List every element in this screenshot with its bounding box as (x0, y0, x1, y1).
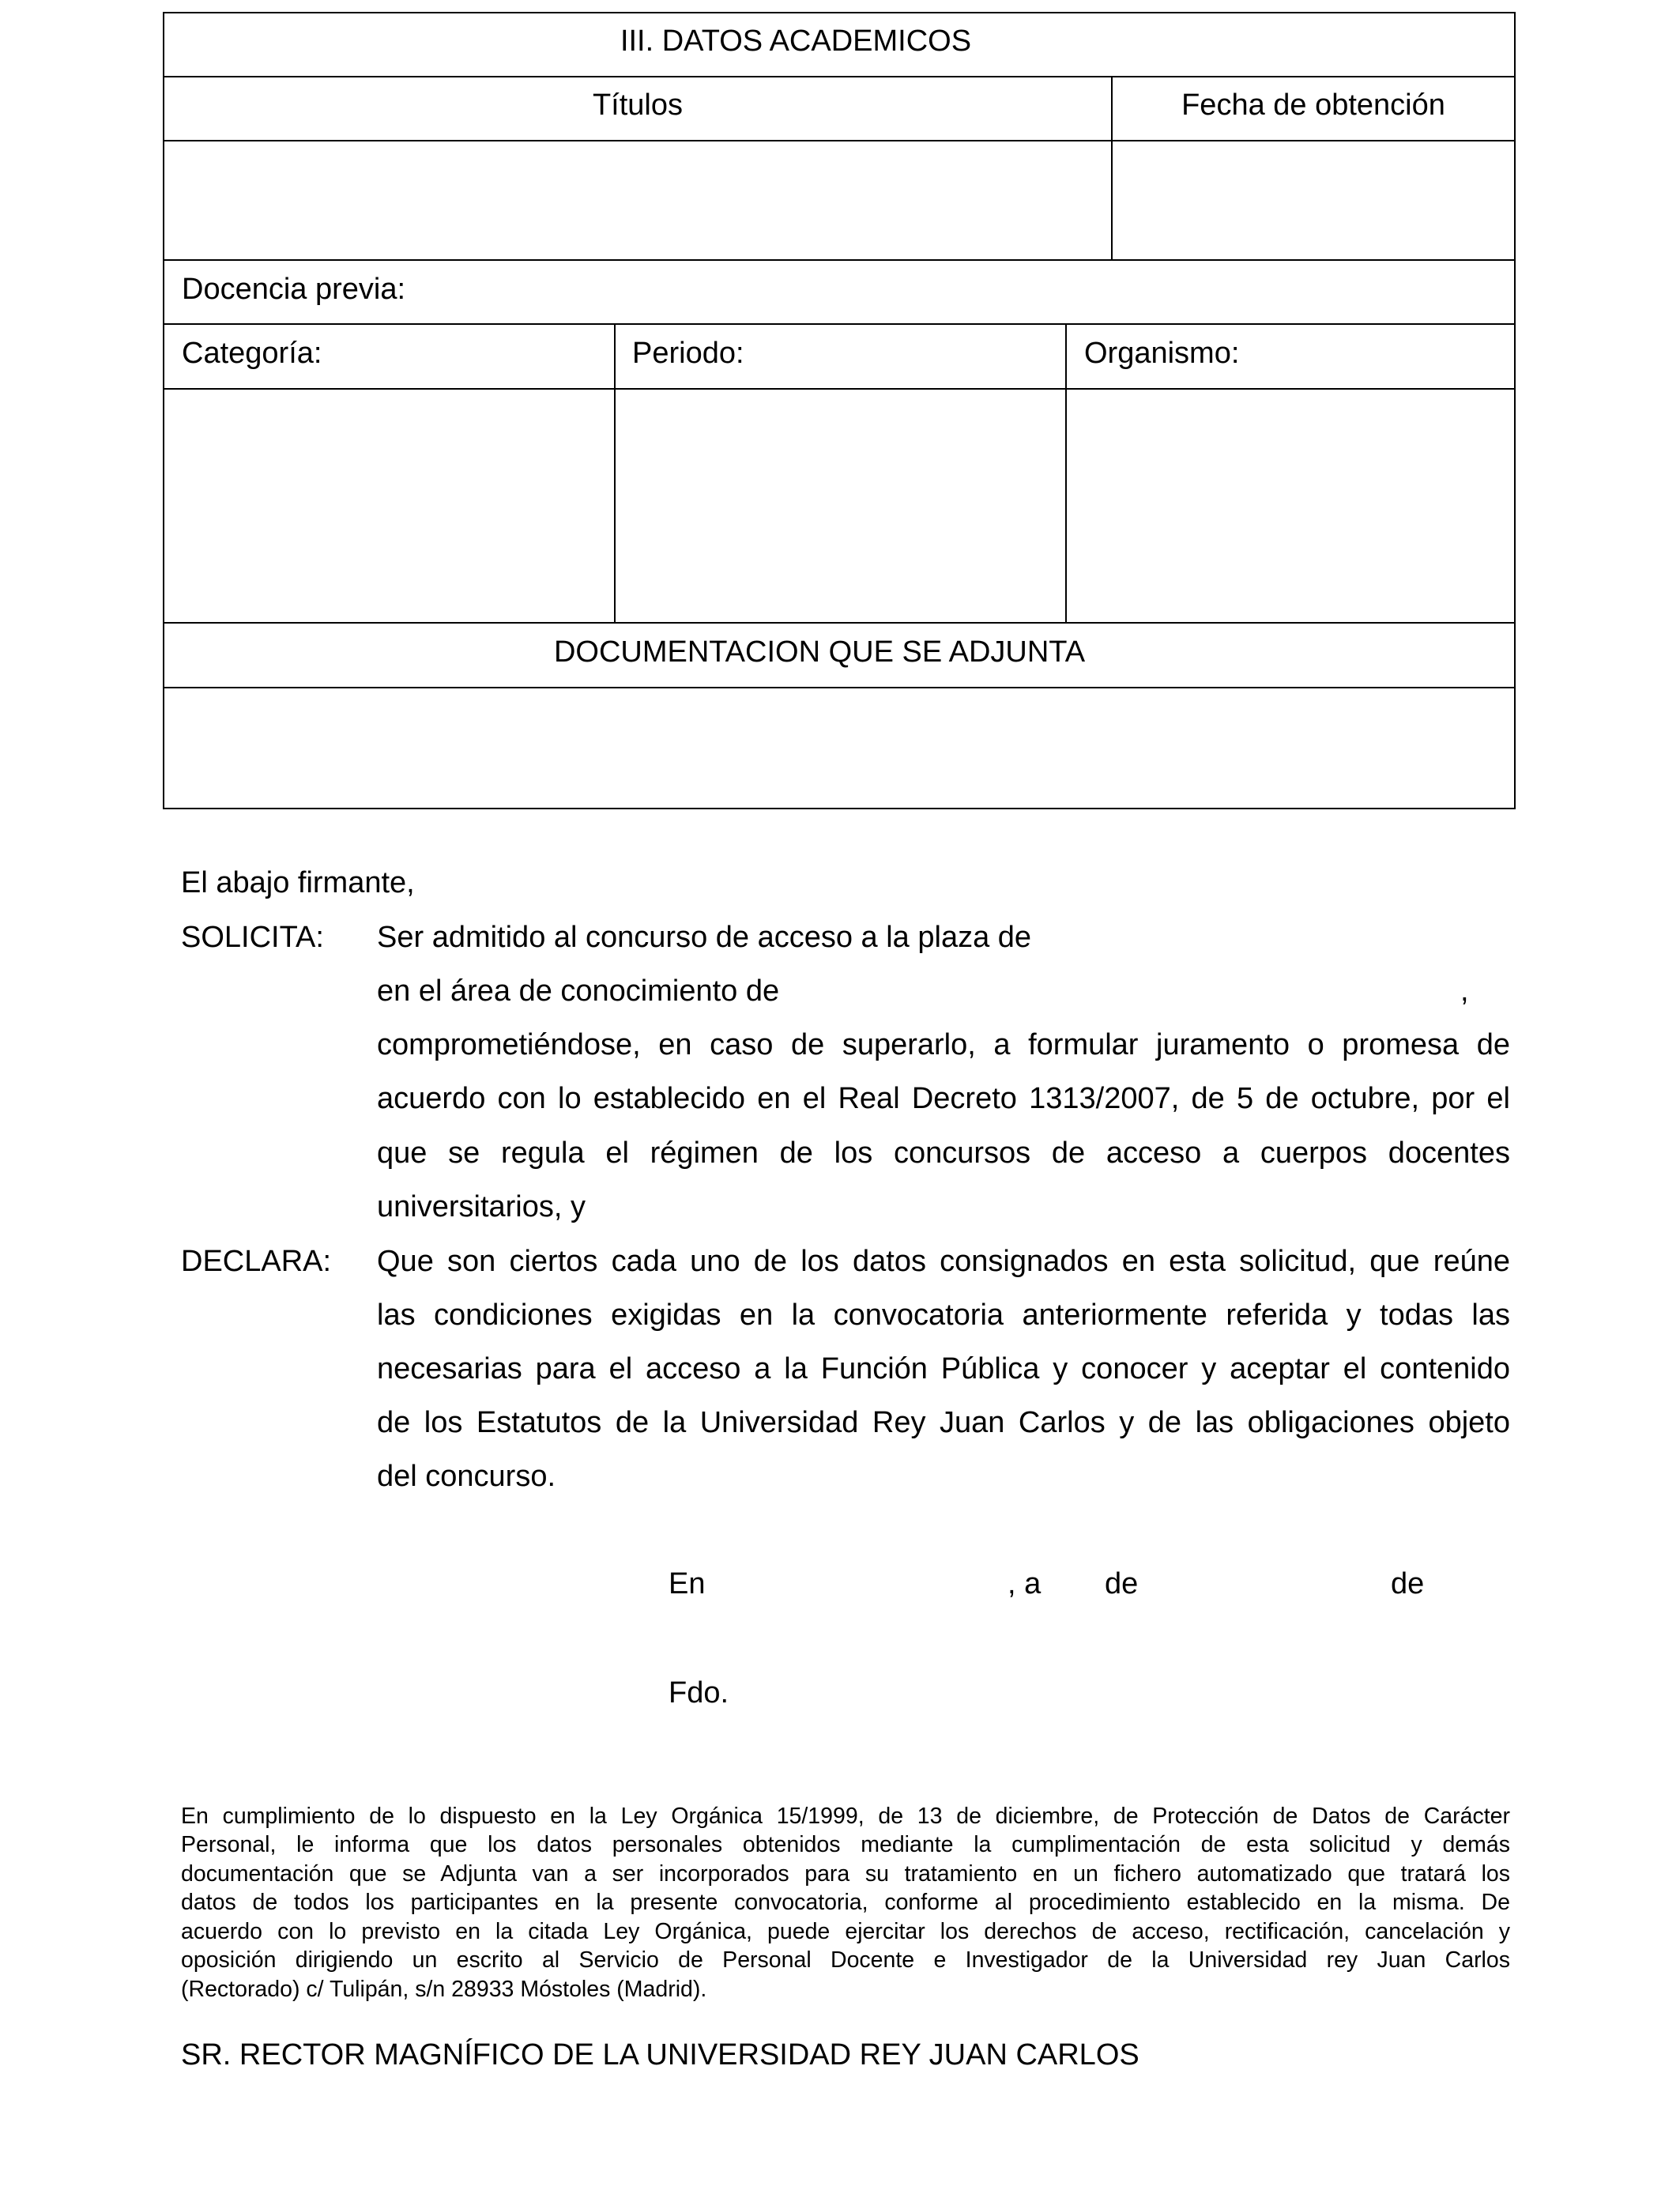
privacy-line: En cumplimiento de lo dispuesto en la Ley Orgánica 15/1999, de 13 de diciembre, de Protección de Datos de Carácter (181, 1804, 1510, 1829)
privacy-line: Personal, le informa que los datos personales obtenidos mediante la cumplimentación de esta solicitud y demás (181, 1832, 1510, 1857)
solicita-body-line: universitarios, y (377, 1190, 586, 1223)
declara-body-line: de los Estatutos de la Universidad Rey Juan Carlos y de las obligaciones objeto (377, 1406, 1510, 1439)
period-field[interactable] (616, 390, 1065, 622)
previous-teaching-label: Docencia previa: (182, 273, 406, 306)
declara-body-line: necesarias para el acceso a la Función Pública y conocer y aceptar el contenido (377, 1352, 1510, 1385)
titles-field[interactable] (164, 141, 1111, 259)
titles-column-header: Títulos (592, 89, 684, 122)
academic-data-table (163, 12, 1516, 809)
privacy-line: (Rectorado) c/ Tulipán, s/n 28933 Móstoles (Madrid). (181, 1977, 707, 2002)
date-de: de (1391, 1567, 1425, 1600)
declara-body-line: del concurso. (377, 1460, 556, 1493)
privacy-line: datos de todos los participantes en la presente convocatoria, conforme al procedimiento establecido en la misma. De (181, 1890, 1510, 1915)
solicita-body-line: comprometiéndose, en caso de superarlo, a formular juramento o promesa de (377, 1028, 1510, 1061)
signed-label: Fdo. (669, 1676, 729, 1710)
solicita-label: SOLICITA: (181, 921, 324, 954)
period-column-header: Periodo: (632, 337, 744, 370)
intro-text: El abajo firmante, (181, 866, 415, 899)
declara-body-line: Que son ciertos cada uno de los datos consignados en esta solicitud, que reúne (377, 1245, 1510, 1278)
declara-body-line: las condiciones exigidas en la convocatoria anteriormente referida y todas las (377, 1299, 1510, 1332)
attached-docs-header: DOCUMENTACION QUE SE ADJUNTA (553, 635, 1086, 669)
declara-label: DECLARA: (181, 1245, 332, 1278)
solicita-comma: , (1460, 974, 1469, 1008)
category-column-header: Categoría: (182, 337, 322, 370)
attached-docs-field[interactable] (164, 688, 1514, 808)
row-divider (164, 259, 1514, 261)
organism-field[interactable] (1067, 390, 1514, 622)
solicita-line: Ser admitido al concurso de acceso a la plaza de (377, 921, 1032, 954)
date-column-header: Fecha de obtención (1181, 89, 1445, 122)
solicita-line: en el área de conocimiento de (377, 974, 780, 1008)
date-de: de (1105, 1567, 1139, 1600)
privacy-line: oposición dirigiendo un escrito al Servicio de Personal Docente e Investigador de la Universidad rey Juan Carlos (181, 1947, 1510, 1973)
organism-column-header: Organismo: (1084, 337, 1240, 370)
row-divider (164, 622, 1514, 624)
section-title: III. DATOS ACADEMICOS (620, 25, 972, 58)
privacy-line: acuerdo con lo previsto en la citada Ley Orgánica, puede ejercitar los derechos de acceso, rectificación, cancelación y (181, 1919, 1510, 1944)
category-field[interactable] (164, 390, 614, 622)
solicita-body-line: que se regula el régimen de los concursos de acceso a cuerpos docentes (377, 1137, 1510, 1170)
place-prefix: En (669, 1567, 706, 1600)
solicita-body-line: acuerdo con lo establecido en el Real Decreto 1313/2007, de 5 de octubre, por el (377, 1082, 1510, 1115)
row-divider (164, 76, 1514, 77)
privacy-line: documentación que se Adjunta van a ser incorporados para su tratamiento en un fichero automatizado que tratará los (181, 1861, 1510, 1887)
row-divider (164, 323, 1514, 325)
addressee: SR. RECTOR MAGNÍFICO DE LA UNIVERSIDAD REY JUAN CARLOS (181, 2038, 1139, 2071)
date-a: , a (1008, 1567, 1042, 1600)
date-field[interactable] (1113, 141, 1514, 259)
